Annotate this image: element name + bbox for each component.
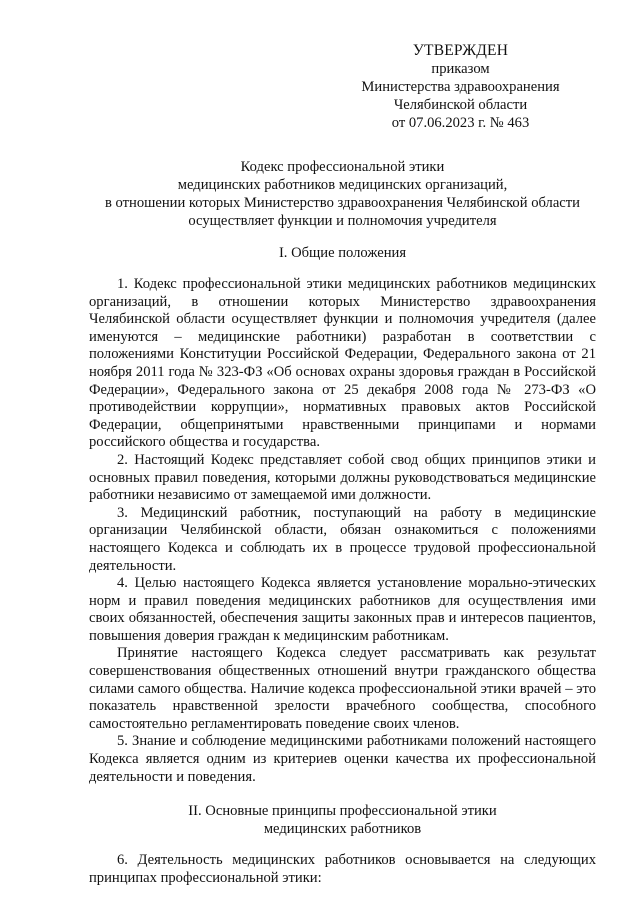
title-line: медицинских работников медицинских организаций,	[177, 177, 508, 193]
section-1-heading-text: I. Общие положения	[278, 245, 407, 261]
paragraph-6: 6. Деятельность медицинских работников основывается на следующих принципах профессиональной этики:	[89, 852, 596, 886]
section-2-heading	[89, 802, 596, 838]
approval-line: приказом	[431, 61, 490, 77]
title-line: в отношении которых Министерство здравоохранения Челябинской области	[105, 195, 580, 211]
title-line: Кодекс профессиональной этики	[240, 159, 445, 175]
approval-block	[327, 42, 594, 132]
approval-line: Министерства здравоохранения	[361, 79, 560, 95]
approval-line: от 07.06.2023 г. № 463	[391, 115, 530, 131]
paragraph-4: 4. Целью настоящего Кодекса является установление морально-этических норм и правил поведения медицинских работников для осуществления ими своих обязанностей, обеспечения защиты законных прав и интересов пациентов, повышения доверия граждан к медицинским работникам.	[89, 575, 596, 644]
title-line: осуществляет функции и полномочия учредителя	[188, 213, 497, 229]
paragraph-2: 2. Настоящий Кодекс представляет собой свод общих принципов этики и основных правил поведения, которыми должны руководствоваться медицинские работники независимо от замещаемой ими должности.	[89, 451, 596, 504]
section-1-heading	[89, 244, 596, 262]
section-2-heading-line: II. Основные принципы профессиональной этики	[188, 803, 497, 820]
section-2-heading-line: медицинских работников	[263, 821, 422, 838]
paragraph-5: 5. Знание и соблюдение медицинскими работниками положений настоящего Кодекса является одним из критериев оценки качества их профессиональной деятельности и поведения.	[89, 733, 596, 785]
paragraph-1: 1. Кодекс профессиональной этики медицинских работников медицинских организаций, в отношении которых Министерство здравоохранения Челябинской области осуществляет функции и полномочия учредителя (далее именуются – медицинские работники) разработан в соответствии с положениями Конституции Российской Федерации, Федерального закона от 21 ноября 2011 года № 323-ФЗ «Об основах охраны здоровья граждан в Российской Федерации», Федерального закона от 25 декабря 2008 года № 273-ФЗ «О противодействии коррупции», нормативных правовых актов Российской Федерации, общепринятыми нравственными принципами и нормами российского общества и государства.	[89, 276, 596, 451]
paragraph-4-continuation: Принятие настоящего Кодекса следует рассматривать как результат совершенствования общественных отношений внутри гражданского общества силами самого общества. Наличие кодекса профессиональной этики врачей – это показатель нравственной зрелости врачебного сообщества, способного самостоятельно регламентировать поведение своих членов.	[89, 645, 596, 732]
document-title	[89, 158, 596, 230]
approval-line: Челябинской области	[393, 97, 528, 113]
approval-heading: УТВЕРЖДЕН	[412, 42, 509, 59]
paragraph-3: 3. Медицинский работник, поступающий на работу в медицинские организации Челябинской области, обязан ознакомиться с положениями настоящего Кодекса и соблюдать их в процессе трудовой профессиональной деятельности.	[89, 504, 596, 574]
